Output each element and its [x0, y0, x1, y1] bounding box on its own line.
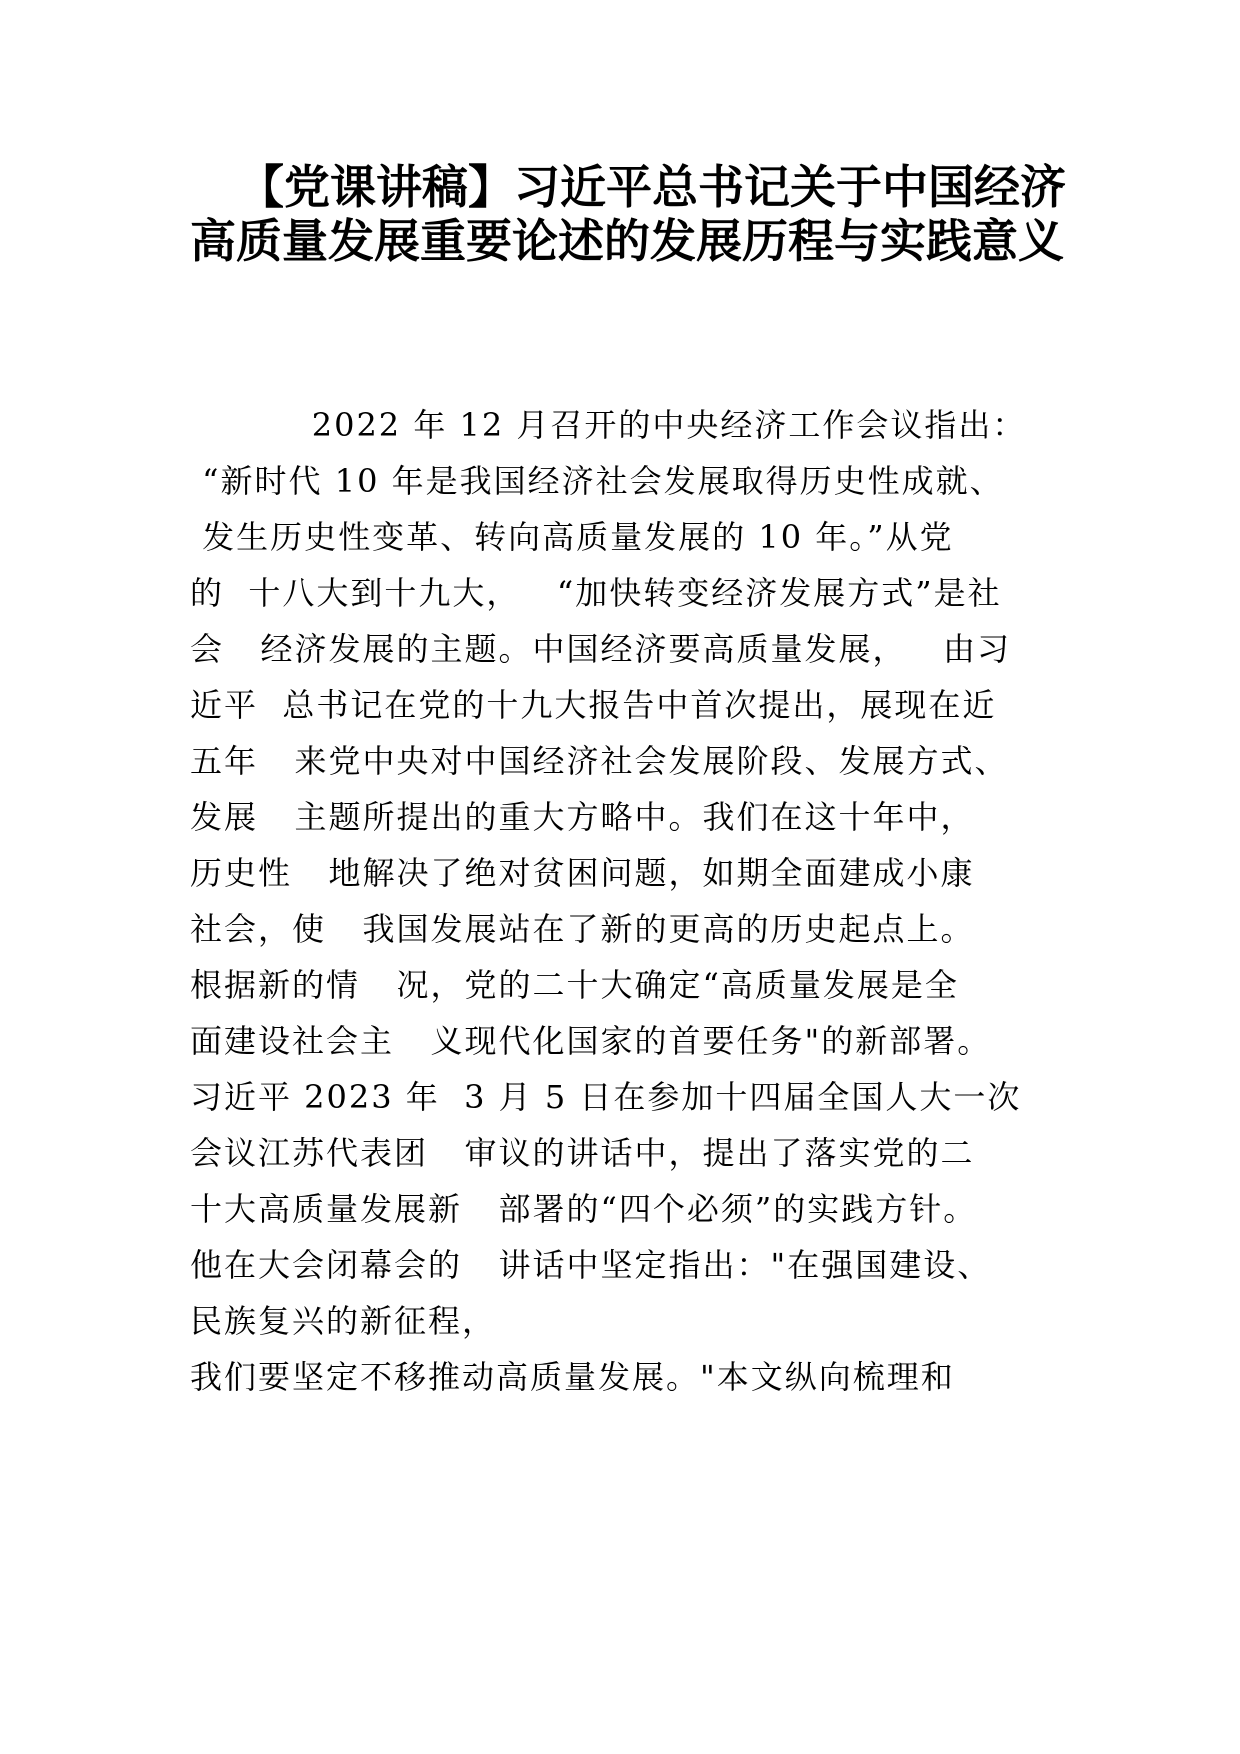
body-line: 发生历史性变革、转向高质量发展的 10 年。”从党: [190, 518, 954, 556]
body-line: 会 经济发展的主题。中国经济要高质量发展， 由习: [190, 630, 1012, 668]
body-line: 习近平 2023 年 3 月 5 日在参加十四届全国人大一次: [190, 1078, 1022, 1116]
body-line: 十大高质量发展新 部署的“四个必须”的实践方针。: [190, 1190, 978, 1228]
body-line: 历史性 地解决了绝对贫困问题，如期全面建成小康: [190, 854, 975, 892]
body-line: 他在大会闭幕会的 讲话中坚定指出："在强国建设、: [190, 1246, 992, 1284]
body-line: “新时代 10 年是我国经济社会发展取得历史性成就、: [190, 462, 1004, 500]
body-line: 根据新的情 况，党的二十大确定“高质量发展是全: [190, 966, 959, 1004]
body-line: 会议江苏代表团 审议的讲话中，提出了落实党的二: [190, 1134, 975, 1172]
body-line: 2022 年 12 月召开的中央经济工作会议指出：: [190, 406, 1027, 444]
body-line: 社会，使 我国发展站在了新的更高的历史起点上。: [190, 910, 975, 948]
body-line: 发展 主题所提出的重大方略中。我们在这十年中，: [190, 798, 975, 836]
body-line: 面建设社会主 义现代化国家的首要任务"的新部署。: [190, 1022, 992, 1060]
body-line: 的 十八大到十九大， “加快转变经济发展方式”是社: [190, 574, 1002, 612]
body-line: 民族复兴的新征程，: [190, 1302, 497, 1340]
body-line: 五年 来党中央对中国经济社会发展阶段、发展方式、: [190, 742, 1009, 780]
body-line: 近平 总书记在党的十九大报告中首次提出，展现在近: [190, 686, 997, 724]
body-line: 我们要坚定不移推动高质量发展。"本文纵向梳理和: [190, 1358, 955, 1396]
document-title: 【党课讲稿】习近平总书记关于中国经济高质量发展重要论述的发展历程与实践意义: [190, 160, 1066, 268]
